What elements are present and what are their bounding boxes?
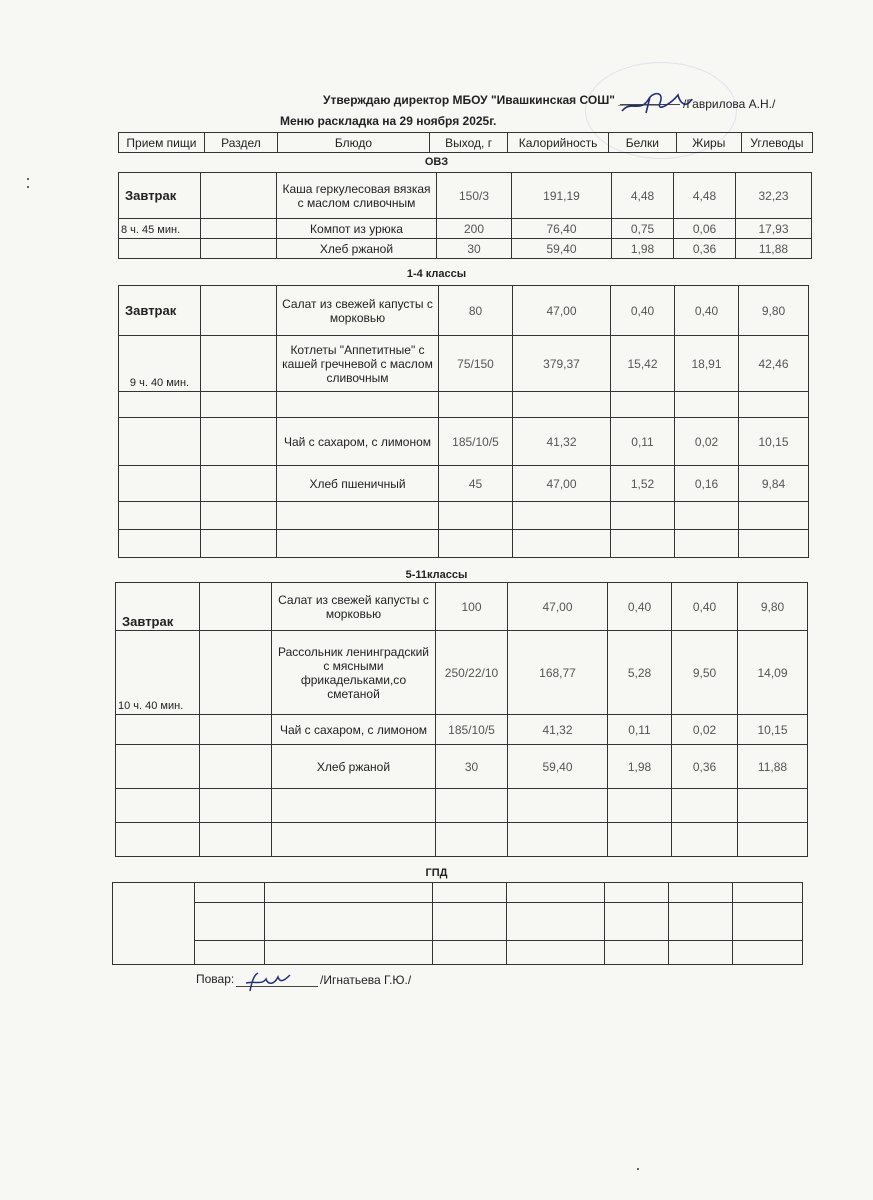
dish-fat: 0,36 [672, 745, 738, 789]
table-row [119, 336, 809, 392]
dish-carbs: 10,15 [739, 418, 809, 466]
dish-weight: 80 [439, 286, 513, 336]
dish-weight: 100 [436, 583, 508, 631]
meal-time: 9 ч. 40 мин. [119, 336, 201, 392]
dish-kcal: 47,00 [508, 583, 608, 631]
dish-protein: 4,48 [612, 173, 674, 219]
dish-carbs: 11,88 [736, 239, 812, 259]
scan-speck [27, 178, 29, 180]
table-row [116, 631, 808, 715]
col-meal: Прием пищи [119, 133, 205, 153]
dish-weight: 185/10/5 [439, 418, 513, 466]
dish-carbs: 11,88 [738, 745, 808, 789]
table-row [116, 745, 808, 789]
meal-name: Завтрак [119, 173, 201, 219]
dish-name: Каша геркулесовая вязкая с маслом сливочным [277, 173, 437, 219]
table-row [119, 530, 809, 558]
table-row [113, 941, 803, 965]
approval-line [323, 93, 658, 107]
col-fat: Жиры [676, 133, 741, 153]
table-row [113, 903, 803, 941]
table-row [113, 883, 803, 903]
dish-weight: 150/3 [437, 173, 512, 219]
dish-fat: 0,02 [675, 418, 739, 466]
dish-protein: 15,42 [611, 336, 675, 392]
dish-carbs: 32,23 [736, 173, 812, 219]
dish-fat: 18,91 [675, 336, 739, 392]
table-row [119, 466, 809, 502]
dish-carbs: 14,09 [738, 631, 808, 715]
dish-kcal: 59,40 [512, 239, 612, 259]
dish-protein: 1,98 [612, 239, 674, 259]
dish-protein: 0,11 [608, 715, 672, 745]
dish-name: Чай с сахаром, с лимоном [277, 418, 439, 466]
section-title-ovz: ОВЗ [424, 156, 449, 168]
table-grades-1-4 [118, 285, 809, 558]
col-section: Раздел [204, 133, 277, 153]
dish-fat: 0,40 [675, 286, 739, 336]
dish-name: Чай с сахаром, с лимоном [272, 715, 436, 745]
dish-carbs: 9,80 [738, 583, 808, 631]
table-row [116, 715, 808, 745]
dish-kcal: 379,37 [513, 336, 611, 392]
dish-protein: 5,28 [608, 631, 672, 715]
dish-name: Котлеты "Аппетитные" с кашей гречневой с маслом сливочным [277, 336, 439, 392]
dish-kcal: 168,77 [508, 631, 608, 715]
table-gpd [112, 882, 803, 965]
dish-protein: 0,40 [611, 286, 675, 336]
col-protein: Белки [608, 133, 676, 153]
col-dish: Блюдо [278, 133, 430, 153]
dish-protein: 0,11 [611, 418, 675, 466]
section-title-grades-5-11: 5-11классы [405, 569, 468, 581]
table-row [119, 418, 809, 466]
dish-weight: 200 [437, 219, 512, 239]
dish-kcal: 191,19 [512, 173, 612, 219]
dish-carbs: 42,46 [739, 336, 809, 392]
dish-fat: 9,50 [672, 631, 738, 715]
table-row [119, 286, 809, 336]
dish-carbs: 9,84 [739, 466, 809, 502]
table-row [119, 392, 809, 418]
dish-weight: 30 [437, 239, 512, 259]
table-row [119, 173, 812, 219]
table-ovz [118, 172, 812, 259]
dish-name: Рассольник ленинградский с мясными фрикадельками,со сметаной [272, 631, 436, 715]
table-row [119, 219, 812, 239]
dish-name: Хлеб ржаной [277, 239, 437, 259]
col-weight: Выход, г [429, 133, 508, 153]
section-title-gpd: ГПД [425, 867, 448, 879]
dish-carbs: 10,15 [738, 715, 808, 745]
table-row [116, 823, 808, 857]
column-header-table [118, 132, 813, 153]
dish-fat: 0,06 [674, 219, 736, 239]
dish-protein: 1,52 [611, 466, 675, 502]
dish-carbs: 9,80 [739, 286, 809, 336]
table-grades-5-11 [115, 582, 808, 857]
table-row [119, 239, 812, 259]
dish-name: Компот из урюка [277, 219, 437, 239]
cook-signature [236, 985, 318, 987]
dish-protein: 0,40 [608, 583, 672, 631]
dish-kcal: 41,32 [513, 418, 611, 466]
dish-kcal: 47,00 [513, 466, 611, 502]
dish-fat: 0,36 [674, 239, 736, 259]
dish-weight: 75/150 [439, 336, 513, 392]
table-row [116, 583, 808, 631]
menu-title: Меню раскладка на 29 ноября 2025г. [280, 114, 497, 128]
approval-text: Утверждаю директор МБОУ "Ивашкинская СОШ" ______ [323, 93, 659, 107]
dish-weight: 30 [436, 745, 508, 789]
section-title-grades-1-4: 1-4 классы [406, 268, 467, 280]
scan-speck [637, 1168, 639, 1170]
dish-name: Салат из свежей капусты с морковью [277, 286, 439, 336]
dish-kcal: 76,40 [512, 219, 612, 239]
col-carbs: Углеводы [741, 133, 812, 153]
director-signature [620, 103, 680, 105]
dish-kcal: 47,00 [513, 286, 611, 336]
dish-fat: 0,16 [675, 466, 739, 502]
dish-name: Хлеб ржаной [272, 745, 436, 789]
meal-name: Завтрак [119, 286, 201, 336]
dish-weight: 45 [439, 466, 513, 502]
cook-name: /Игнатьева Г.Ю./ [320, 973, 412, 987]
dish-weight: 185/10/5 [436, 715, 508, 745]
scan-speck [27, 186, 29, 188]
cook-signature-icon [236, 971, 296, 993]
dish-protein: 0,75 [612, 219, 674, 239]
table-row [119, 502, 809, 530]
dish-name: Хлеб пшеничный [277, 466, 439, 502]
dish-name: Салат из свежей капусты с морковью [272, 583, 436, 631]
meal-time: 10 ч. 40 мин. [116, 631, 200, 715]
dish-kcal: 41,32 [508, 715, 608, 745]
dish-kcal: 59,40 [508, 745, 608, 789]
dish-weight: 250/22/10 [436, 631, 508, 715]
dish-fat: 4,48 [674, 173, 736, 219]
approver-name: /Гаврилова А.Н./ [683, 97, 776, 111]
col-kcal: Калорийность [508, 133, 608, 153]
dish-carbs: 17,93 [736, 219, 812, 239]
meal-time: 8 ч. 45 мин. [119, 219, 201, 239]
dish-protein: 1,98 [608, 745, 672, 789]
cook-label: Повар: [196, 972, 235, 986]
meal-name: Завтрак [116, 583, 200, 631]
dish-fat: 0,02 [672, 715, 738, 745]
dish-fat: 0,40 [672, 583, 738, 631]
table-row [116, 789, 808, 823]
